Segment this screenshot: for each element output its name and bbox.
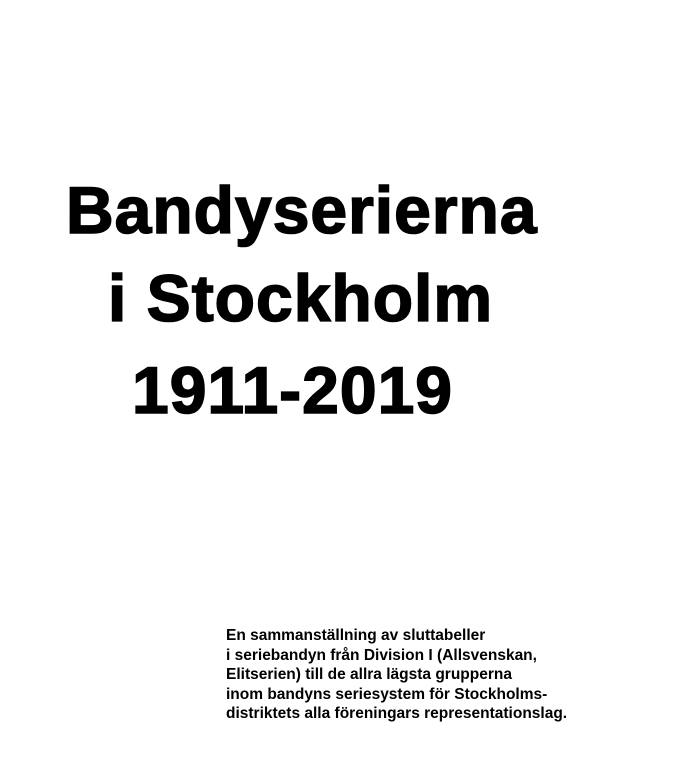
subtitle-line: i seriebandyn från Division I (Allsvenskan,	[226, 646, 537, 664]
subtitle-line: distriktets alla föreningars representationslag.	[226, 705, 568, 722]
title-line-3: 1911-2019	[132, 353, 453, 427]
subtitle-line: inom bandyns seriesystem för Stockholms-	[226, 685, 548, 703]
subtitle-paragraph	[226, 626, 666, 724]
subtitle-line: Elitserien) till de allra lägsta grupperna	[226, 666, 512, 683]
title-line-2: i Stockholm	[108, 261, 494, 335]
title-line-1: Bandyserierna	[66, 173, 538, 247]
subtitle-line: En sammanställning av sluttabeller	[226, 627, 486, 644]
